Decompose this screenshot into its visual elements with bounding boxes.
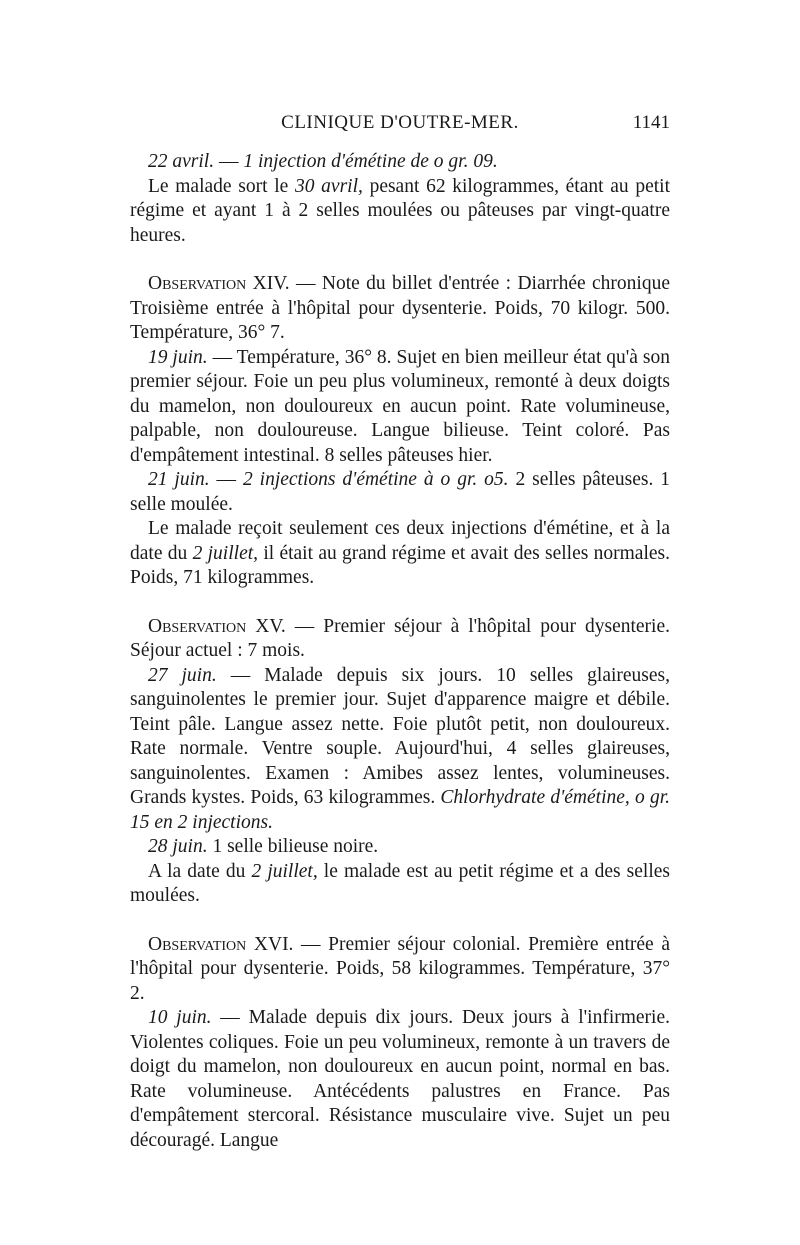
italic-text: 2 juillet, — [251, 860, 318, 882]
section-gap — [130, 591, 670, 615]
paragraph — [130, 860, 670, 909]
text-run: 2 selles pâteuses. 1 selle moulée. — [130, 469, 670, 515]
text-run: Le malade sort le — [148, 175, 295, 197]
paragraph — [130, 468, 670, 517]
paragraph — [130, 835, 670, 860]
text-run: A la date du — [148, 860, 252, 882]
italic-text: 22 avril. — [148, 151, 215, 172]
text-run: XIV. — Note du billet d'entrée : Diarrhée chronique Troisième entrée à l'hôpital pour dysenterie. Poids, 70 kilogr. 500. Température, 36° 7. — [130, 273, 670, 343]
text-run: le malade est au petit régime et a des selles moulées. — [130, 860, 671, 906]
text-run: — Température, 36° 8. Sujet en bien meilleur état qu'à son premier séjour. Foie un peu plus volumineux, remonté à deux doigts du mamelon, non douloureux en aucun point. Rate volumineuse, palpable, non douloureuse. Langue bilieuse. Teint coloré. Pas d'empâtement intestinal. 8 selles pâteuses hier. — [130, 346, 670, 466]
section-gap — [130, 248, 670, 272]
section-gap — [130, 909, 670, 933]
observation-label: Observation — [148, 933, 247, 955]
paragraph — [130, 150, 670, 175]
italic-text: 1 injection d'émétine de o gr. 09. — [243, 151, 498, 172]
text-run: XV. — Premier séjour à l'hôpital pour dysenterie. Séjour actuel : 7 mois. — [130, 615, 670, 661]
text-run: pesant 62 kilogrammes, étant au petit régime et ayant 1 à 2 selles moulées ou pâteuses par vingt-quatre heures. — [130, 175, 670, 246]
paragraph — [130, 517, 670, 591]
text-run: XVI. — Premier séjour colonial. Première entrée à l'hôpital pour dysenterie. Poids, 58 kilogrammes. Température, 37° 2. — [130, 933, 670, 1004]
text-run: — Malade depuis six jours. 10 selles glaireuses, sanguinolentes le premier jour. Sujet d'apparence maigre et débile. Teint pâle. Langue assez nette. Foie plutôt petit, non douloureux. Rate normale. Ventre souple. Aujourd'hui, 4 selles glaireuses, sanguinolentes. Examen : Amibes assez lentes, volumineuses. Grands kystes. Poids, 63 kilogrammes. — [130, 664, 671, 808]
text-run: — Malade depuis dix jours. Deux jours à l'infirmerie. Violentes coliques. Foie un peu volumineux, remonte à un travers de doigt du mamelon, non douloureux en aucun point, normal en bas. Rate volumineuse. Antécédents palustres en France. Pas d'empâtement stercoral. Résistance musculaire vive. Sujet un peu découragé. Langue — [130, 1007, 670, 1151]
page-header — [130, 112, 670, 138]
paragraph — [130, 175, 670, 249]
italic-text: 27 juin. — [148, 664, 217, 686]
observation-label: Observation — [148, 615, 247, 637]
observation-label: Observation — [148, 273, 247, 294]
text-run: 1 selle bilieuse noire. — [207, 836, 379, 857]
text-run: — — [209, 469, 243, 490]
page-body — [130, 150, 670, 1153]
paragraph — [130, 615, 670, 664]
text-run: il était au grand régime et avait des selles normales. Poids, 71 kilogrammes. — [130, 542, 670, 588]
italic-text: 2 juillet, — [192, 542, 259, 564]
running-title: CLINIQUE D'OUTRE-MER. — [281, 112, 519, 133]
paragraph — [130, 933, 670, 1007]
italic-text: 2 injections d'émétine à o gr. o5. — [242, 469, 509, 490]
italic-text: 21 juin. — [148, 469, 210, 490]
text-run: — — [214, 151, 244, 172]
italic-text: Chlorhydrate d'émétine, o gr. 15 en 2 injections. — [130, 787, 670, 833]
paragraph — [130, 1006, 670, 1153]
italic-text: 30 avril, — [294, 175, 363, 197]
paragraph — [130, 664, 670, 836]
page-number: 1141 — [632, 112, 670, 133]
text-run: Le malade reçoit seulement ces deux injections d'émétine, et à la date du — [130, 518, 670, 564]
paragraph — [130, 346, 670, 469]
italic-text: 28 juin. — [148, 836, 208, 857]
paragraph — [130, 272, 670, 346]
italic-text: 10 juin. — [148, 1007, 212, 1028]
italic-text: 19 juin. — [148, 346, 208, 368]
